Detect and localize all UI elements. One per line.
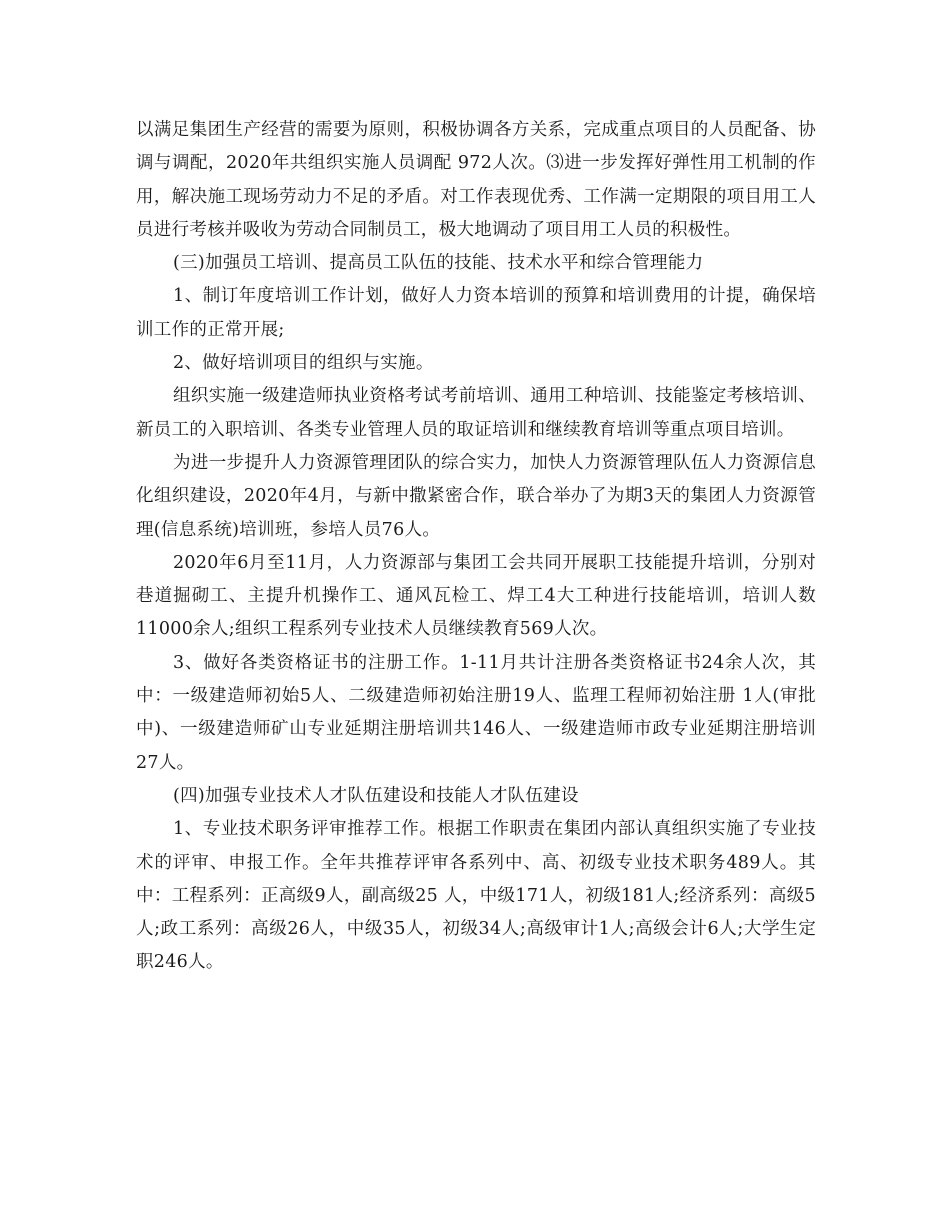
paragraph-key-training-projects: 组织实施一级建造师执业资格考试考前培训、通用工种培训、技能鉴定考核培训、新员工的入职培训、各类专业管理人员的取证培训和继续教育培训等重点项目培训。 (136, 386, 816, 440)
section-heading-talent: (四)加强专业技术人才队伍建设和技能人才队伍建设 (173, 785, 579, 806)
paragraph-skills-training: 2020年6月至11月，人力资源部与集团工会共同开展职工技能提升培训，分别对巷道掘砌工、主提升机操作工、通风瓦检工、焊工4大工种进行技能培训，培训人数11000余人;组织工程系列专业技术人员继续教育569人次。 (136, 552, 816, 640)
paragraph-hr-system-training: 为进一步提升人力资源管理团队的综合实力，加快人力资源管理队伍人力资源信息化组织建设，2020年4月，与新中撒紧密合作，联合举办了为期3天的集团人力资源管理(信息系统)培训班，参培人员76人。 (136, 452, 816, 540)
paragraph-annual-training-plan: 1、制订年度培训工作计划，做好人力资本培训的预算和培训费用的计提，确保培训工作的正常开展; (136, 286, 816, 340)
document-body (136, 114, 816, 980)
section-heading-training: (三)加强员工培训、提高员工队伍的技能、技术水平和综合管理能力 (173, 253, 704, 274)
paragraph-certificate-registration: 3、做好各类资格证书的注册工作。1-11月共计注册各类资格证书24余人次，其中：一级建造师初始5人、二级建造师初始注册19人、监理工程师初始注册 1人(审批中)、一级建造师矿山专业延期注册培训共146人、一级建造师市政专业延期注册培训27人。 (136, 652, 816, 773)
paragraph-training-implementation: 2、做好培训项目的组织与实施。 (173, 353, 434, 374)
paragraph-title-evaluation: 1、专业技术职务评审推荐工作。根据工作职责在集团内部认真组织实施了专业技术的评审、申报工作。全年共推荐评审各系列中、高、初级专业技术职务489人。其中：工程系列：正高级9人，副高级25 人，中级171人，初级181人;经济系列：高级5人;政工系列：高级26人，中级35人，初级34人;高级审计1人;高级会计6人;大学生定职246人。 (136, 819, 816, 973)
paragraph-staffing-continuation: 以满足集团生产经营的需要为原则，积极协调各方关系，完成重点项目的人员配备、协调与调配，2020年共组织实施人员调配 972人次。⑶进一步发挥好弹性用工机制的作用，解决施工现场劳动力不足的矛盾。对工作表现优秀、工作满一定期限的项目用工人员进行考核并吸收为劳动合同制员工，极大地调动了项目用工人员的积极性。 (136, 120, 816, 240)
